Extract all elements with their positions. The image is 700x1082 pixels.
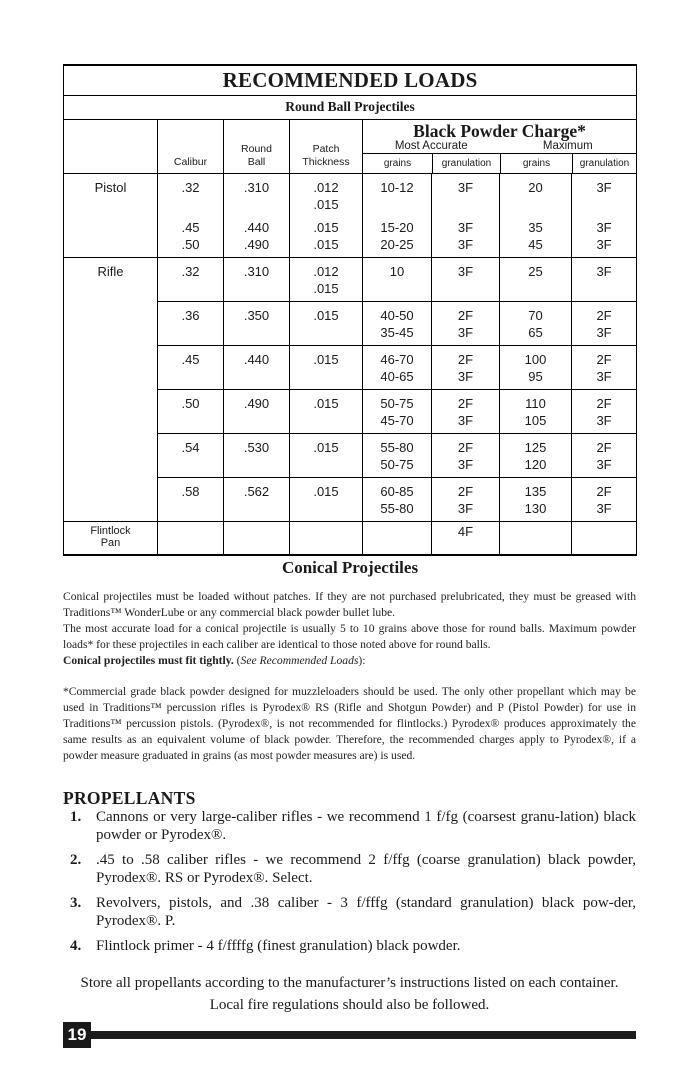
header-round-ball-line2: Ball: [247, 155, 266, 168]
cell-calibur: .45: [158, 345, 224, 389]
cell-round-ball: .310: [224, 257, 290, 301]
cell-calibur: .32: [158, 173, 224, 217]
table-row: [64, 389, 637, 433]
cell-patch: .015: [290, 345, 363, 389]
header-patch-line1: Patch: [312, 142, 340, 155]
header-granulation-accurate: granulation: [432, 154, 500, 173]
header-granulation-maximum: granulation: [572, 154, 636, 173]
cell-max-granulation: 2F 3F: [572, 345, 637, 389]
cell-patch: .015: [290, 389, 363, 433]
propellant-number-2: 2.: [70, 852, 82, 868]
propellant-item-4: [70, 937, 636, 955]
propellant-text-3: Revolvers, pistols, and .38 caliber - 3 f/fffg (standard granulation) black pow-der, Pyrodex®. P.: [96, 895, 636, 929]
cell-round-ball: .440: [224, 345, 290, 389]
cell-accurate-grains: 40-50 35-45: [363, 301, 432, 345]
cell-accurate-grains: 10: [363, 257, 432, 301]
flintlock-grains: [363, 521, 432, 555]
cell-max-granulation: 3F: [572, 257, 637, 301]
cell-max-granulation: 2F 3F: [572, 301, 637, 345]
page-number: 19: [63, 1022, 91, 1048]
storage-note: Store all propellants according to the manufacturer’s instructions listed on each container. Local fire regulations should also be followed.: [80, 975, 619, 1013]
see-loads-note: See Recommended Loads: [240, 654, 359, 667]
cell-accurate-grains: 15-20 20-25: [363, 217, 432, 258]
cell-accurate-granulation: 3F: [432, 173, 500, 217]
cell-accurate-grains: 55-80 50-75: [363, 433, 432, 477]
header-round-ball-line1: Round: [241, 142, 272, 155]
table-row: [64, 301, 637, 345]
cell-max-grains: 100 95: [500, 345, 572, 389]
propellant-item-1: [70, 808, 636, 844]
conical-heading: Conical Projectiles: [281, 558, 419, 577]
cell-calibur: .54: [158, 433, 224, 477]
cell-group-label: Rifle: [64, 257, 158, 301]
cell-accurate-grains: 60-85 55-80: [363, 477, 432, 521]
cell-max-granulation: 2F 3F: [572, 477, 637, 521]
header-most-accurate: Most Accurate: [394, 139, 468, 152]
header-round-ball: [224, 119, 290, 173]
cell-round-ball: .490: [224, 389, 290, 433]
propellant-text-4: Flintlock primer - 4 f/ffffg (finest granulation) black powder.: [96, 938, 461, 954]
header-grains-maximum: grains: [500, 154, 572, 173]
table-body: [64, 173, 637, 521]
flintlock-pan-label: [64, 521, 158, 555]
cell-patch: .015: [290, 433, 363, 477]
cell-round-ball: .530: [224, 433, 290, 477]
table-title: RECOMMENDED LOADS: [64, 65, 637, 95]
flintlock-granulation: 4F: [432, 521, 500, 555]
cell-accurate-granulation: 3F: [432, 257, 500, 301]
powder-footnote: *Commercial grade black powder designed for muzzleloaders should be used. The only other propellant which may be used in Traditions™ percussion rifles is Pyrodex® RS (Rifle and Shotgun Powder) and P (Pistol Powder) for use in Traditions™ percussion pistols. (Pyrodex®, is not recommended for flintlocks.) Pyrodex® produces approximately the same results as an equivalent volume of black powder. Therefore, the recommended charges apply to Pyrodex®, if a powder measure graduated in grains (as most powder measures are) is used.: [63, 685, 636, 762]
table-row: [64, 173, 637, 217]
recommended-loads-table: [63, 64, 637, 556]
flintlock-label-line1: Flintlock: [90, 524, 131, 537]
cell-calibur: .58: [158, 477, 224, 521]
table-subtitle: Round Ball Projectiles: [64, 95, 637, 119]
cell-group-label: [64, 217, 158, 258]
cell-round-ball: .310: [224, 173, 290, 217]
cell-group-label: [64, 345, 158, 389]
header-patch-line2: Thickness: [302, 155, 350, 168]
cell-round-ball: .440 .490: [224, 217, 290, 258]
header-patch-thickness: [290, 119, 363, 173]
cell-patch: .015: [290, 301, 363, 345]
header-grains-accurate: grains: [383, 157, 412, 169]
cell-calibur: .36: [158, 301, 224, 345]
table-row: [64, 345, 637, 389]
cell-group-label: [64, 301, 158, 345]
conical-paragraph-3: Conical projectiles must fit tightly. (See Recommended Loads):: [63, 654, 366, 667]
footer-rule: [91, 1031, 636, 1039]
cell-calibur: .32: [158, 257, 224, 301]
table-row: [64, 433, 637, 477]
cell-accurate-grains: 46-70 40-65: [363, 345, 432, 389]
propellant-number-1: 1.: [70, 809, 82, 825]
cell-accurate-granulation: 3F 3F: [432, 217, 500, 258]
cell-patch: .012 .015: [290, 257, 363, 301]
propellant-number-3: 3.: [70, 895, 82, 911]
cell-group-label: Pistol: [64, 173, 158, 217]
table-row: [64, 477, 637, 521]
flintlock-max-granulation: [572, 521, 637, 555]
conical-paragraph-2: The most accurate load for a conical projectile is usually 5 to 10 grains above those for round balls. Maximum powder loads* for these projectiles in each caliber are identical to those noted above for round balls.: [63, 622, 636, 651]
flintlock-label-line2: Pan: [100, 536, 121, 549]
header-black-powder-charge: [363, 119, 637, 173]
cell-group-label: [64, 477, 158, 521]
fit-tightly-note: Conical projectiles must fit tightly.: [63, 654, 234, 667]
cell-group-label: [64, 433, 158, 477]
table-row: [64, 217, 637, 258]
cell-patch: .015 .015: [290, 217, 363, 258]
cell-max-grains: 70 65: [500, 301, 572, 345]
cell-accurate-granulation: 2F 3F: [432, 477, 500, 521]
cell-max-grains: 35 45: [500, 217, 572, 258]
cell-max-granulation: 2F 3F: [572, 433, 637, 477]
propellant-number-4: 4.: [70, 938, 82, 954]
cell-round-ball: .562: [224, 477, 290, 521]
propellants-heading: PROPELLANTS: [63, 788, 196, 808]
header-maximum: Maximum: [542, 139, 593, 152]
table-row: [64, 257, 637, 301]
flintlock-max-grains: [500, 521, 572, 555]
cell-patch: .015: [290, 477, 363, 521]
flintlock-calibur: [158, 521, 224, 555]
cell-max-grains: 125 120: [500, 433, 572, 477]
cell-max-granulation: 2F 3F: [572, 389, 637, 433]
propellant-item-3: [70, 894, 636, 930]
cell-max-grains: 25: [500, 257, 572, 301]
header-blank: [64, 119, 158, 173]
propellant-text-2: .45 to .58 caliber rifles - we recommend 2 f/ffg (coarse granulation) black powder, Pyrodex®. RS or Pyrodex®. Select.: [96, 852, 636, 886]
cell-calibur: .45 .50: [158, 217, 224, 258]
cell-group-label: [64, 389, 158, 433]
conical-paragraph-1: Conical projectiles must be loaded without patches. If they are not purchased prelubricated, they must be greased with Traditions™ WonderLube or any commercial black powder bullet lube.: [63, 590, 636, 619]
cell-accurate-granulation: 2F 3F: [432, 345, 500, 389]
cell-max-grains: 135 130: [500, 477, 572, 521]
cell-max-grains: 110 105: [500, 389, 572, 433]
cell-max-grains: 20: [500, 173, 572, 217]
header-calibur: Calibur: [158, 119, 224, 173]
propellant-item-2: [70, 851, 636, 887]
flintlock-round-ball: [224, 521, 290, 555]
cell-round-ball: .350: [224, 301, 290, 345]
cell-patch: .012 .015: [290, 173, 363, 217]
cell-accurate-granulation: 2F 3F: [432, 433, 500, 477]
cell-accurate-granulation: 2F 3F: [432, 389, 500, 433]
cell-accurate-granulation: 2F 3F: [432, 301, 500, 345]
cell-accurate-grains: 10-12: [363, 173, 432, 217]
cell-calibur: .50: [158, 389, 224, 433]
cell-max-granulation: 3F: [572, 173, 637, 217]
cell-accurate-grains: 50-75 45-70: [363, 389, 432, 433]
propellant-text-1: Cannons or very large-caliber rifles - we recommend 1 f/fg (coarsest granu-lation) black powder or Pyrodex®.: [96, 809, 636, 843]
cell-max-granulation: 3F 3F: [572, 217, 637, 258]
bpc-title: Black Powder Charge*: [413, 120, 586, 141]
flintlock-patch: [290, 521, 363, 555]
